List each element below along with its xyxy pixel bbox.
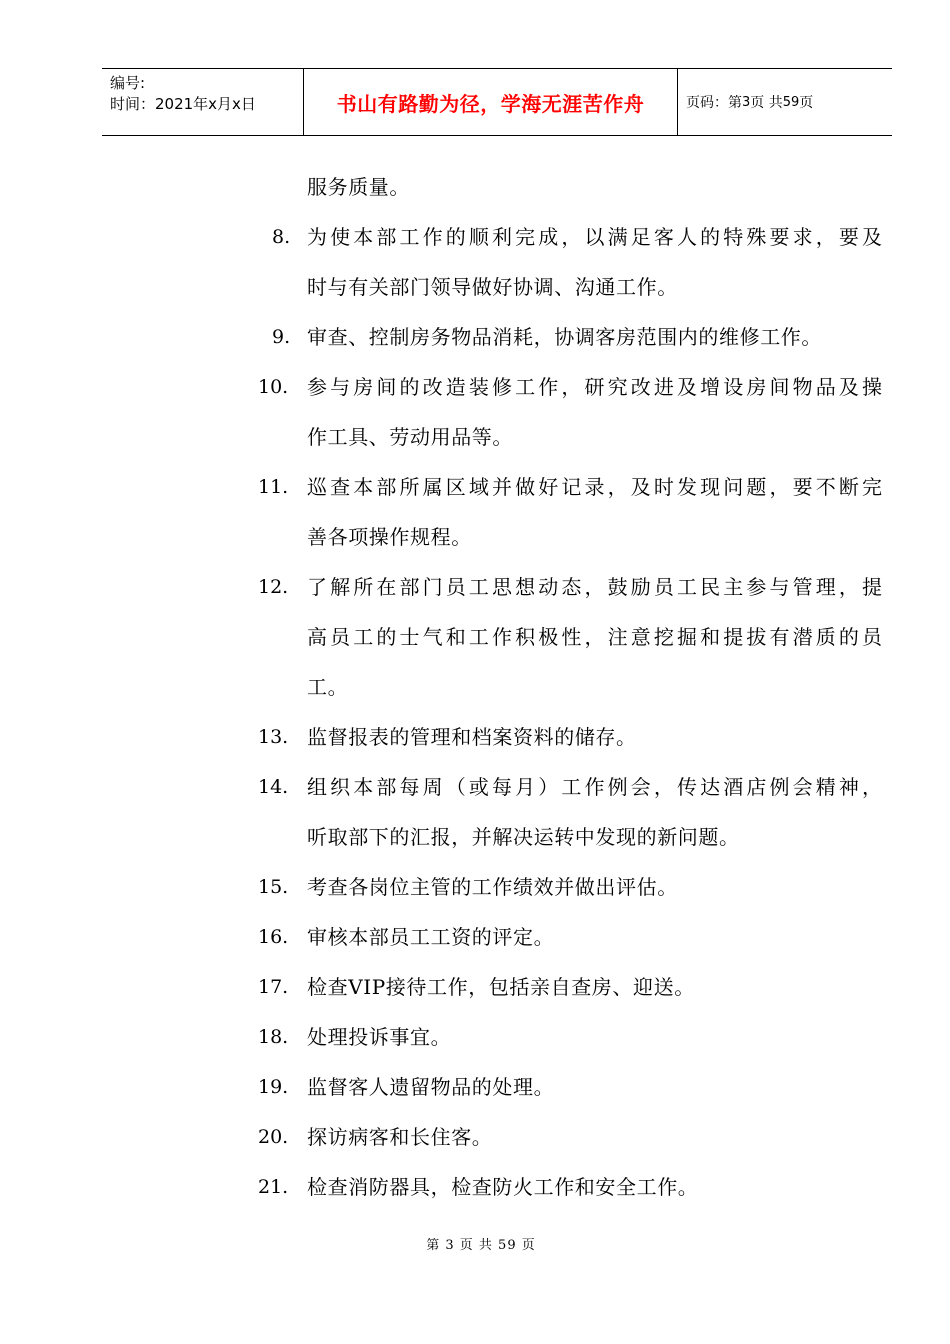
list-item-text-line: 时与有关部门领导做好协调、沟通工作。 [307, 275, 678, 299]
page-total: 59 [782, 94, 800, 110]
list-item-text-line: 处理投诉事宜。 [307, 1025, 452, 1049]
list-item-text-line: 听取部下的汇报，并解决运转中发现的新问题。 [307, 825, 740, 849]
list-item-text-line: 了解所在部门员工思想动态，鼓励员工民主参与管理，提 [307, 575, 882, 599]
list-item-number: 16. [258, 926, 289, 948]
list-item-text-line: 检查VIP接待工作，包括亲自查房、迎送。 [307, 975, 695, 999]
list-item-number: 14. [258, 776, 289, 798]
continuation-line: 服务质量。 [307, 175, 410, 199]
list-item-number: 10. [258, 376, 289, 398]
list-item-text-line: 审核本部员工工资的评定。 [307, 925, 555, 949]
list-item-text-line: 善各项操作规程。 [307, 525, 472, 549]
list-item-number: 20. [258, 1126, 289, 1148]
list-item-text-line: 组织本部每周（或每月）工作例会，传达酒店例会精神， [307, 775, 882, 799]
list-item-text-line: 监督报表的管理和档案资料的储存。 [307, 725, 637, 749]
list-item-text-line: 参与房间的改造装修工作，研究改进及增设房间物品及操 [307, 375, 882, 399]
list-item-number: 15. [258, 876, 289, 898]
list-item-number: 18. [258, 1026, 289, 1048]
page-mid-label: 页 共 [750, 95, 783, 111]
list-item-number: 11. [258, 476, 289, 498]
list-item-text-line: 考查各岗位主管的工作绩效并做出评估。 [307, 875, 678, 899]
list-item-number: 8. [272, 226, 291, 248]
list-item-text-line: 高员工的士气和工作积极性，注意挖掘和提拔有潜质的员 [307, 625, 882, 649]
list-item-text-line: 为使本部工作的顺利完成，以满足客人的特殊要求，要及 [307, 225, 882, 249]
page-footer: 第 3 页 共 59 页 [426, 1238, 536, 1253]
list-item-number: 19. [258, 1076, 289, 1098]
serial-label: 编号: [110, 74, 146, 92]
date-label: 时间：2021年x月x日 [110, 95, 256, 113]
list-item-number: 21. [258, 1176, 289, 1198]
list-item-number: 13. [258, 726, 289, 748]
list-item-number: 17. [258, 976, 289, 998]
list-item-text-line: 探访病客和长住客。 [307, 1125, 493, 1149]
list-item-text-line: 工。 [307, 675, 349, 699]
page-number: 3 [742, 94, 751, 110]
page-label: 页码：第 [686, 95, 742, 111]
header-motto: 书山有路勤为径，学海无涯苦作舟 [304, 69, 678, 135]
list-item-number: 12. [258, 576, 289, 598]
list-item-text-line: 检查消防器具，检查防火工作和安全工作。 [307, 1175, 699, 1199]
page-end-label: 页 [799, 95, 814, 111]
header-meta-cell [102, 69, 304, 135]
list-item-text-line: 巡查本部所属区域并做好记录，及时发现问题，要不断完 [307, 475, 882, 499]
list-item-text-line: 审查、控制房务物品消耗，协调客房范围内的维修工作。 [307, 325, 822, 349]
header-page-info [678, 69, 892, 135]
list-item-text-line: 监督客人遗留物品的处理。 [307, 1075, 555, 1099]
page-header [102, 68, 892, 136]
list-item-number: 9. [272, 326, 291, 348]
list-item-text-line: 作工具、劳动用品等。 [307, 425, 513, 449]
